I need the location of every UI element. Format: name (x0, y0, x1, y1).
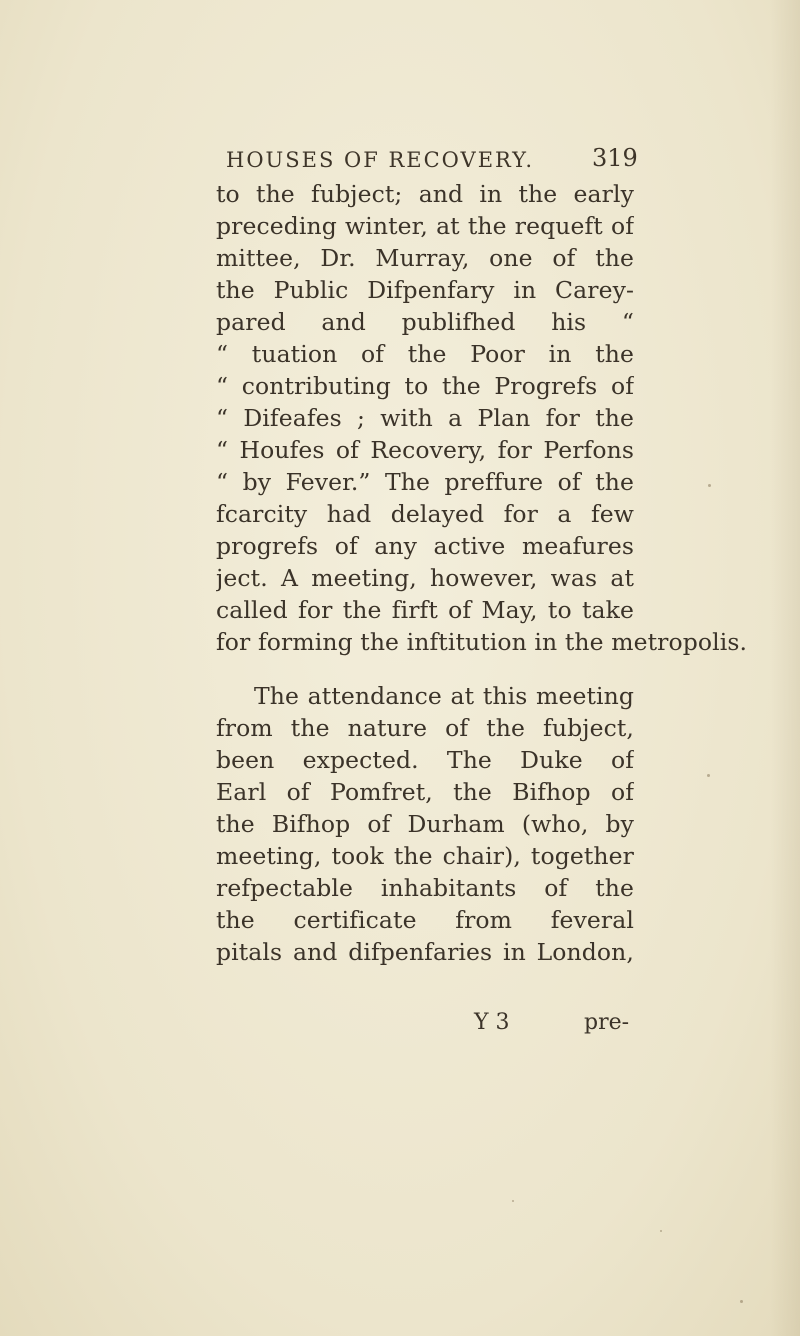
text-line: pared and publifhed his “ (216, 308, 634, 336)
signature-mark: Y 3 (474, 1010, 510, 1035)
text-line: been expected. The Duke of (216, 746, 634, 774)
text-line: The attendance at this meeting (254, 682, 634, 710)
text-line: pitals and difpenfaries in London, (216, 938, 634, 966)
text-line: progrefs of any active meafures (216, 532, 634, 560)
text-line: “ by Fever.” The preffure of the (216, 468, 634, 496)
text-line: mittee, Dr. Murray, one of the (216, 244, 634, 272)
catchword: pre- (584, 1010, 630, 1035)
text-line: the Public Difpenfary in Carey- (216, 276, 634, 304)
body-text (216, 178, 748, 968)
running-head: HOUSES OF RECOVERY. (226, 148, 535, 172)
paragraph (216, 178, 748, 658)
text-line: “ tuation of the Poor in the (216, 340, 634, 368)
text-line: “ contributing to the Progrefs of (216, 372, 634, 400)
text-line: the Bifhop of Durham (who, by (216, 810, 634, 838)
text-line: to the fubject; and in the early (216, 180, 634, 208)
text-line: Earl of Pomfret, the Bifhop of (216, 778, 634, 806)
paper-speck (660, 1230, 662, 1232)
page-number: 319 (592, 144, 638, 172)
text-line: from the nature of the fubject, (216, 714, 634, 742)
paper-speck (707, 774, 710, 777)
text-line: called for the firft of May, to take (216, 596, 634, 624)
page-edge-shadow (770, 0, 800, 1336)
paper-speck (740, 1300, 743, 1303)
text-line: meeting, took the chair), together (216, 842, 634, 870)
text-line: for forming the inftitution in the metropolis. (216, 628, 748, 656)
text-line: “ Houfes of Recovery, for Perfons (216, 436, 634, 464)
paper-speck (708, 484, 711, 487)
text-line: fcarcity had delayed for a few (216, 500, 634, 528)
text-line: refpectable inhabitants of the (216, 874, 634, 902)
text-line: “ Difeafes ; with a Plan for the (216, 404, 634, 432)
paragraph (216, 680, 634, 968)
text-line: ject. A meeting, however, was at (216, 564, 634, 592)
text-line: preceding winter, at the requeft of (216, 212, 634, 240)
text-line: the certificate from feveral (216, 906, 634, 934)
paper-speck (512, 1200, 514, 1202)
